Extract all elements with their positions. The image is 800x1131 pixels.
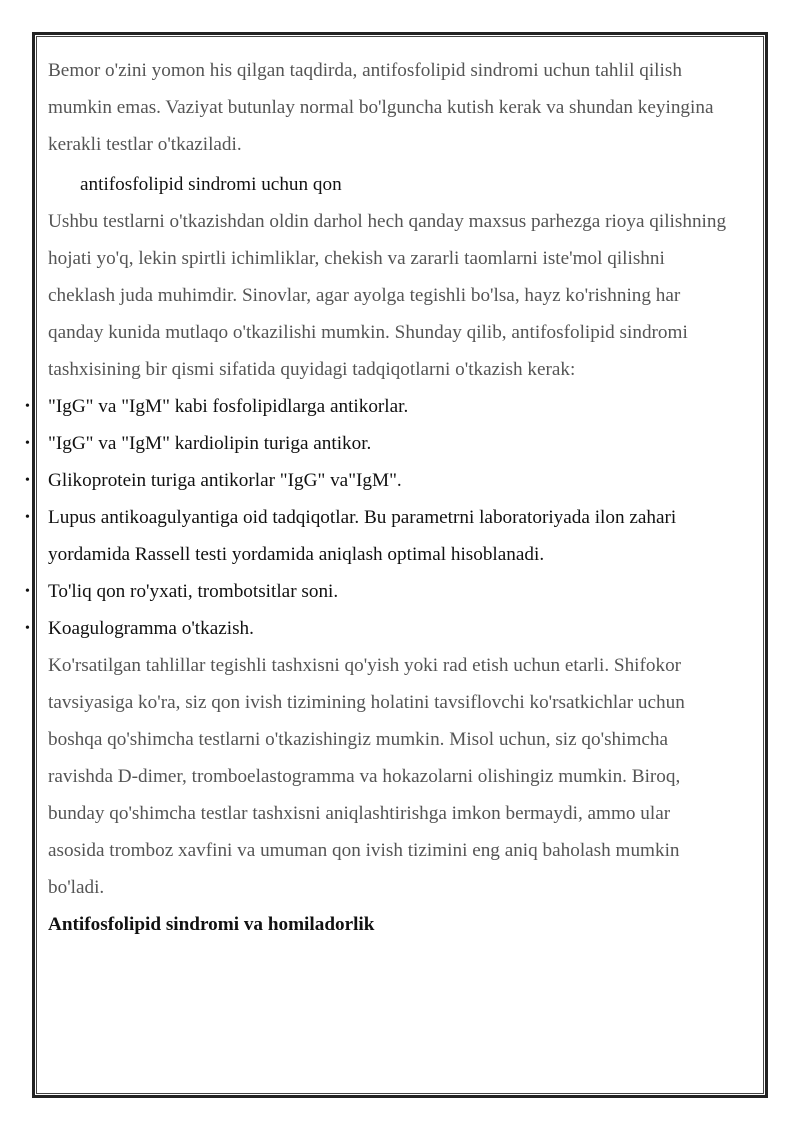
list-item-text: "IgG" va "IgM" kabi fosfolipidlarga antikorlar. — [48, 396, 409, 417]
section-heading: Antifosfolipid sindromi va homiladorlik — [48, 914, 375, 935]
document-body — [25, 52, 728, 943]
list-item-text: Lupus antikoagulyantiga oid tadqiqotlar. Bu parametrni laboratoriyada ilon zahari yordamida Rassell testi yordamida aniqlash optimal hisoblanadi. — [48, 507, 677, 565]
list-item-text: To'liq qon ro'yxati, trombotsitlar soni. — [48, 581, 339, 602]
list-item-text: Koagulogramma o'tkazish. — [48, 618, 254, 639]
intro-paragraph: Bemor o'zini yomon his qilgan taqdirda, antifosfolipid sindromi uchun tahlil qilish mumkin emas. Vaziyat butunlay normal bo'lguncha kutish kerak va shundan keyingina kerakli testlar o'tkaziladi. — [48, 60, 714, 155]
bullet-icon: • — [25, 473, 30, 488]
image-caption: antifosfolipid sindromi uchun qon — [80, 174, 342, 195]
bullet-icon: • — [25, 584, 30, 599]
test-list — [25, 388, 728, 647]
list-item — [25, 388, 728, 425]
list-item-text: "IgG" va "IgM" kardiolipin turiga antikor. — [48, 433, 372, 454]
list-item — [25, 610, 728, 647]
list-item — [25, 499, 728, 573]
list-item — [25, 425, 728, 462]
list-item-text: Glikoprotein turiga antikorlar "IgG" va"IgM". — [48, 470, 402, 491]
bullet-icon: • — [25, 621, 30, 636]
bullet-icon: • — [25, 399, 30, 414]
preparation-paragraph: Ushbu testlarni o'tkazishdan oldin darhol hech qanday maxsus parhezga rioya qilishning hojati yo'q, lekin spirtli ichimliklar, chekish va zararli taomlarni iste'mol qilishni cheklash juda muhimdir. Sinovlar, agar ayolga tegishli bo'lsa, hayz ko'rishning har qanday kunida mutlaqo o'tkazilishi mumkin. Shunday qilib, antifosfolipid sindromi tashxisining bir qismi sifatida quyidagi tadqiqotlarni o'tkazish kerak: — [48, 211, 727, 380]
bullet-icon: • — [25, 436, 30, 451]
list-item — [25, 573, 728, 610]
conclusion-paragraph: Ko'rsatilgan tahlillar tegishli tashxisni qo'yish yoki rad etish uchun etarli. Shifokor tavsiyasiga ko'ra, siz qon ivish tizimining holatini tavsiflovchi ko'rsatkichlar uchun boshqa qo'shimcha testlarni o'tkazishingiz mumkin. Misol uchun, siz qo'shimcha ravishda D-dimer, tromboelastogramma va hokazolarni olishingiz mumkin. Biroq, bunday qo'shimcha testlar tashxisni aniqlashtirishga imkon bermaydi, ammo ular asosida tromboz xavfini va umuman qon ivish tizimini eng aniq baholash mumkin bo'ladi. — [48, 655, 685, 898]
bullet-icon: • — [25, 510, 30, 525]
list-item — [25, 462, 728, 499]
